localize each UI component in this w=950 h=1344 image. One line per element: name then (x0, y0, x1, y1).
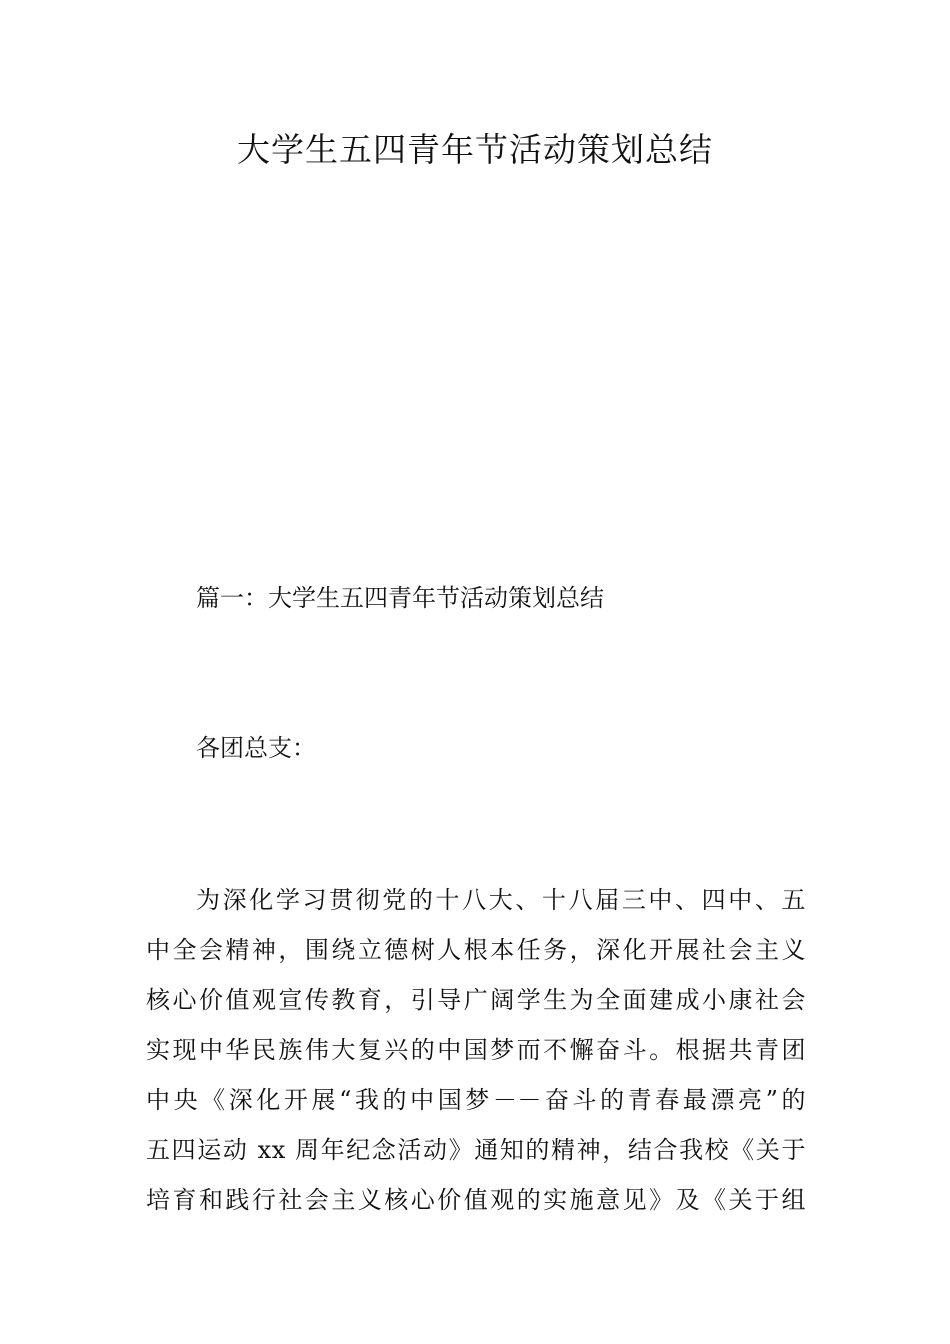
body-line: 实现中华民族伟大复兴的中国梦而不懈奋斗。根据共青团 (146, 1036, 806, 1064)
body-line: 为深化学习贯彻党的十八大、十八届三中、四中、五 (196, 886, 806, 914)
salutation: 各团总支： (196, 734, 316, 762)
body-line: 中全会精神，围绕立德树人根本任务，深化开展社会主义 (146, 936, 806, 964)
body-paragraph (146, 875, 806, 1225)
section-heading: 篇一：大学生五四青年节活动策划总结 (196, 584, 604, 612)
body-line: 培育和践行社会主义核心价值观的实施意见》及《关于组 (146, 1186, 806, 1214)
body-line: 核心价值观宣传教育，引导广阔学生为全面建成小康社会 (146, 986, 806, 1014)
body-line: 五四运动 xx 周年纪念活动》通知的精神，结合我校《关于 (146, 1136, 806, 1164)
document-title: 大学生五四青年节活动策划总结 (237, 130, 713, 169)
body-line: 中央《深化开展“我的中国梦－－奋斗的青春最漂亮”的 (146, 1086, 806, 1114)
